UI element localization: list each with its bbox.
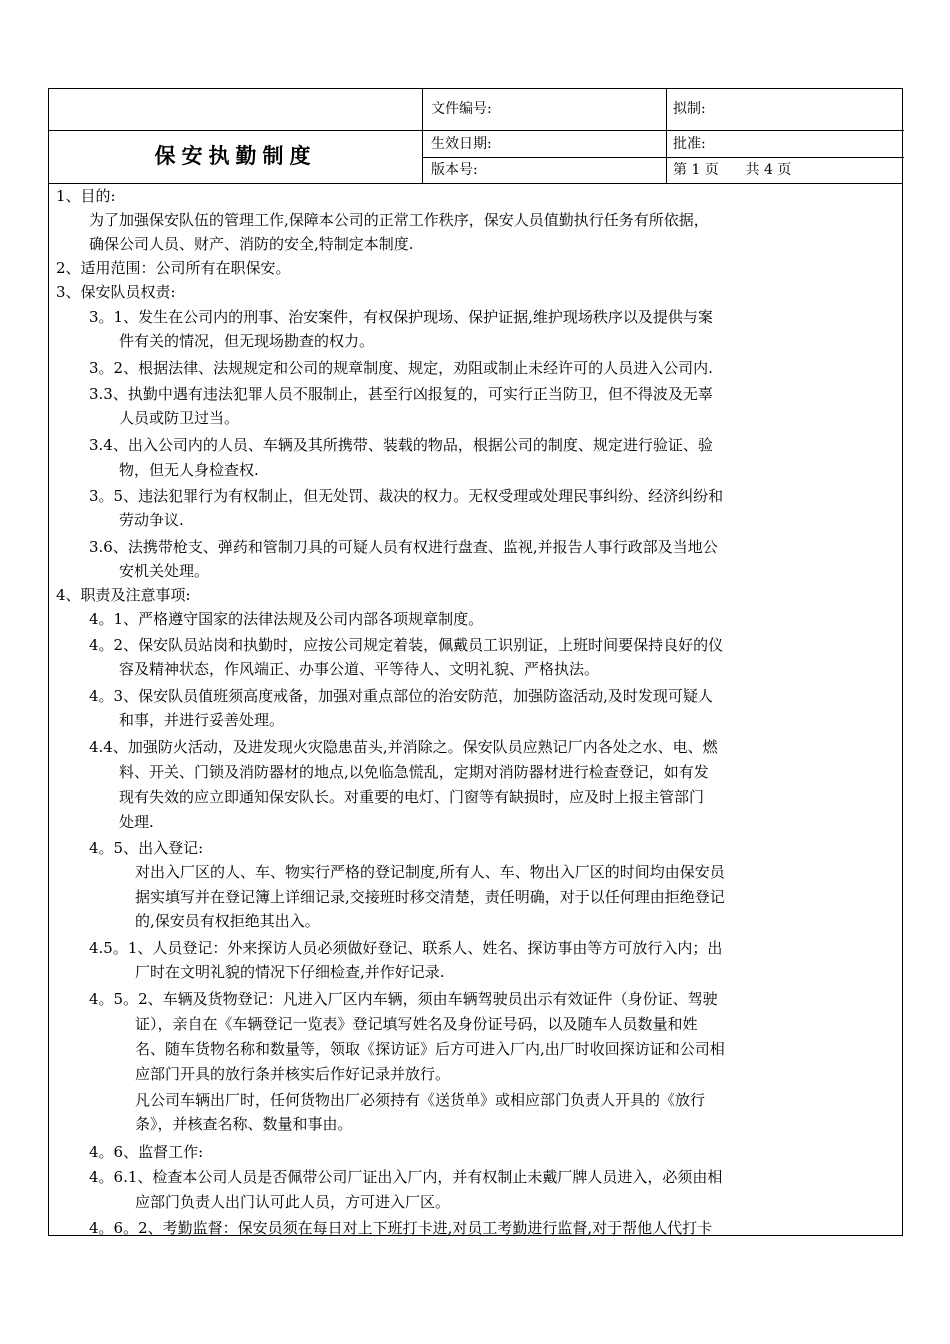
clause-line: 4。2、保安队员站岗和执勤时，应按公司规定着装，佩戴员工识别证，上班时间要保持良好的仪 [89,636,724,654]
clause-line: 证），亲自在《车辆登记一览表》登记填写姓名及身份证号码，以及随车人员数量和姓 [135,1015,698,1033]
clause-line: 4。6。2、考勤监督：保安员须在每日对上下班打卡进,对员工考勤进行监督,对于帮他人代打卡 [89,1219,713,1237]
clause-line: 4。5、出入登记: [89,839,204,857]
clause-line: 4。6、监督工作: [89,1143,204,1161]
clause-line: 4.5。1、人员登记：外来探访人员必须做好登记、联系人、姓名、探访事由等方可放行入内；出 [89,939,723,957]
document-title: 保安执勤制度 [154,144,317,168]
clause-line: 4。3、保安队员值班须高度戒备，加强对重点部位的治安防范，加强防盗活动,及时发现可疑人 [89,687,713,705]
paragraph-line: 对出入厂区的人、车、物实行严格的登记制度,所有人、车、物出入厂区的时间均由保安员 [135,863,725,881]
clause-line: 厂时在文明礼貌的情况下仔细检查,并作好记录. [135,963,445,981]
clause-line: 3。5、违法犯罪行为有权制止，但无处罚、裁决的权力。无权受理或处理民事纠纷、经济纠纷和 [89,487,724,505]
document-frame [48,88,903,1236]
clause-line: 应部门负责人出门认可此人员，方可进入厂区。 [135,1193,451,1211]
clause-line: 料、开关、门锁及消防器材的地点,以免临急慌乱，定期对消防器材进行检查登记，如有发 [119,763,709,781]
paragraph-line: 凡公司车辆出厂时，任何货物出厂必须持有《送货单》或相应部门负责人开具的《放行 [135,1091,706,1109]
clause-line: 3。1、发生在公司内的刑事、治安案件，有权保护现场、保护证据,维护现场秩序以及提供与案 [89,308,713,326]
clause-line: 3.4、出入公司内的人员、车辆及其所携带、装载的物品，根据公司的制度、规定进行验证、验 [89,436,713,454]
clause-line: 4。5。2、车辆及货物登记：凡进入厂区内车辆，须由车辆驾驶员出示有效证件（身份证、驾驶 [89,990,718,1008]
approved-by-label: 批准: [673,136,706,152]
paragraph-line: 的,保安员有权拒绝其出入。 [135,912,320,930]
paragraph-line: 条》，并核查名称、数量和事由。 [135,1115,353,1133]
clause-line: 和事，并进行妥善处理。 [119,711,285,729]
clause-line: 4。1、严格遵守国家的法律法规及公司内部各项规章制度。 [89,610,484,628]
clause-line: 物，但无人身检查权. [119,461,259,479]
document-header-table [49,89,902,184]
clause-line: 3。2、根据法律、法规规定和公司的规章制度、规定，劝阻或制止未经许可的人员进入公司内. [89,359,713,377]
section-heading: 1、目的: [56,187,116,205]
clause-line: 3.6、法携带枪支、弹药和管制刀具的可疑人员有权进行盘查、监视,并报告人事行政部及当地公 [89,538,718,556]
clause-line: 4.4、加强防火活动，及进发现火灾隐患苗头,并消除之。保安队员应熟记厂内各处之水、电、燃 [89,738,718,756]
section-heading: 3、保安队员权责: [56,283,176,301]
paragraph-line: 为了加强保安队伍的管理工作,保障本公司的正常工作秩序，保安人员值勤执行任务有所依据， [89,211,709,229]
file-number-label: 文件编号: [431,101,492,117]
effective-date-label: 生效日期: [431,136,492,152]
clause-line: 3.3、执勤中遇有违法犯罪人员不服制止，甚至行凶报复的，可实行正当防卫，但不得波及无辜 [89,385,713,403]
clause-line: 4。6.1、检查本公司人员是否佩带公司厂证出入厂内，并有权制止未戴厂牌人员进入，必须由相 [89,1168,723,1186]
header-row-line [422,157,904,158]
clause-line: 处理. [119,813,154,831]
paragraph-line: 据实填写并在登记簿上详细记录,交接班时移交清楚，责任明确，对于以任何理由拒绝登记 [135,888,725,906]
clause-line: 劳动争议. [119,511,184,529]
section-heading: 4、职责及注意事项: [56,586,191,604]
clause-line: 现有失效的应立即通知保安队长。对重要的电灯、门窗等有缺损时，应及时上报主管部门 [119,788,705,806]
drafted-by-label: 拟制: [673,101,706,117]
clause-line: 名、随车货物名称和数量等，领取《探访证》后方可进入厂内,出厂时收回探访证和公司相 [135,1040,725,1058]
version-label: 版本号: [431,162,478,178]
page-info: 第 1 页 共 4 页 [673,162,792,178]
clause-line: 人员或防卫过当。 [119,409,240,427]
header-divider [666,89,667,183]
clause-line: 件有关的情况，但无现场勘查的权力。 [119,332,375,350]
paragraph-line: 确保公司人员、财产、消防的安全,特制定本制度. [89,235,414,253]
header-divider [422,89,423,183]
section-heading: 2、适用范围：公司所有在职保安。 [56,259,291,277]
clause-line: 安机关处理。 [119,562,210,580]
clause-line: 应部门开具的放行条并核实后作好记录并放行。 [135,1065,451,1083]
clause-line: 容及精神状态，作风端正、办事公道、平等待人、文明礼貌、严格执法。 [119,660,600,678]
